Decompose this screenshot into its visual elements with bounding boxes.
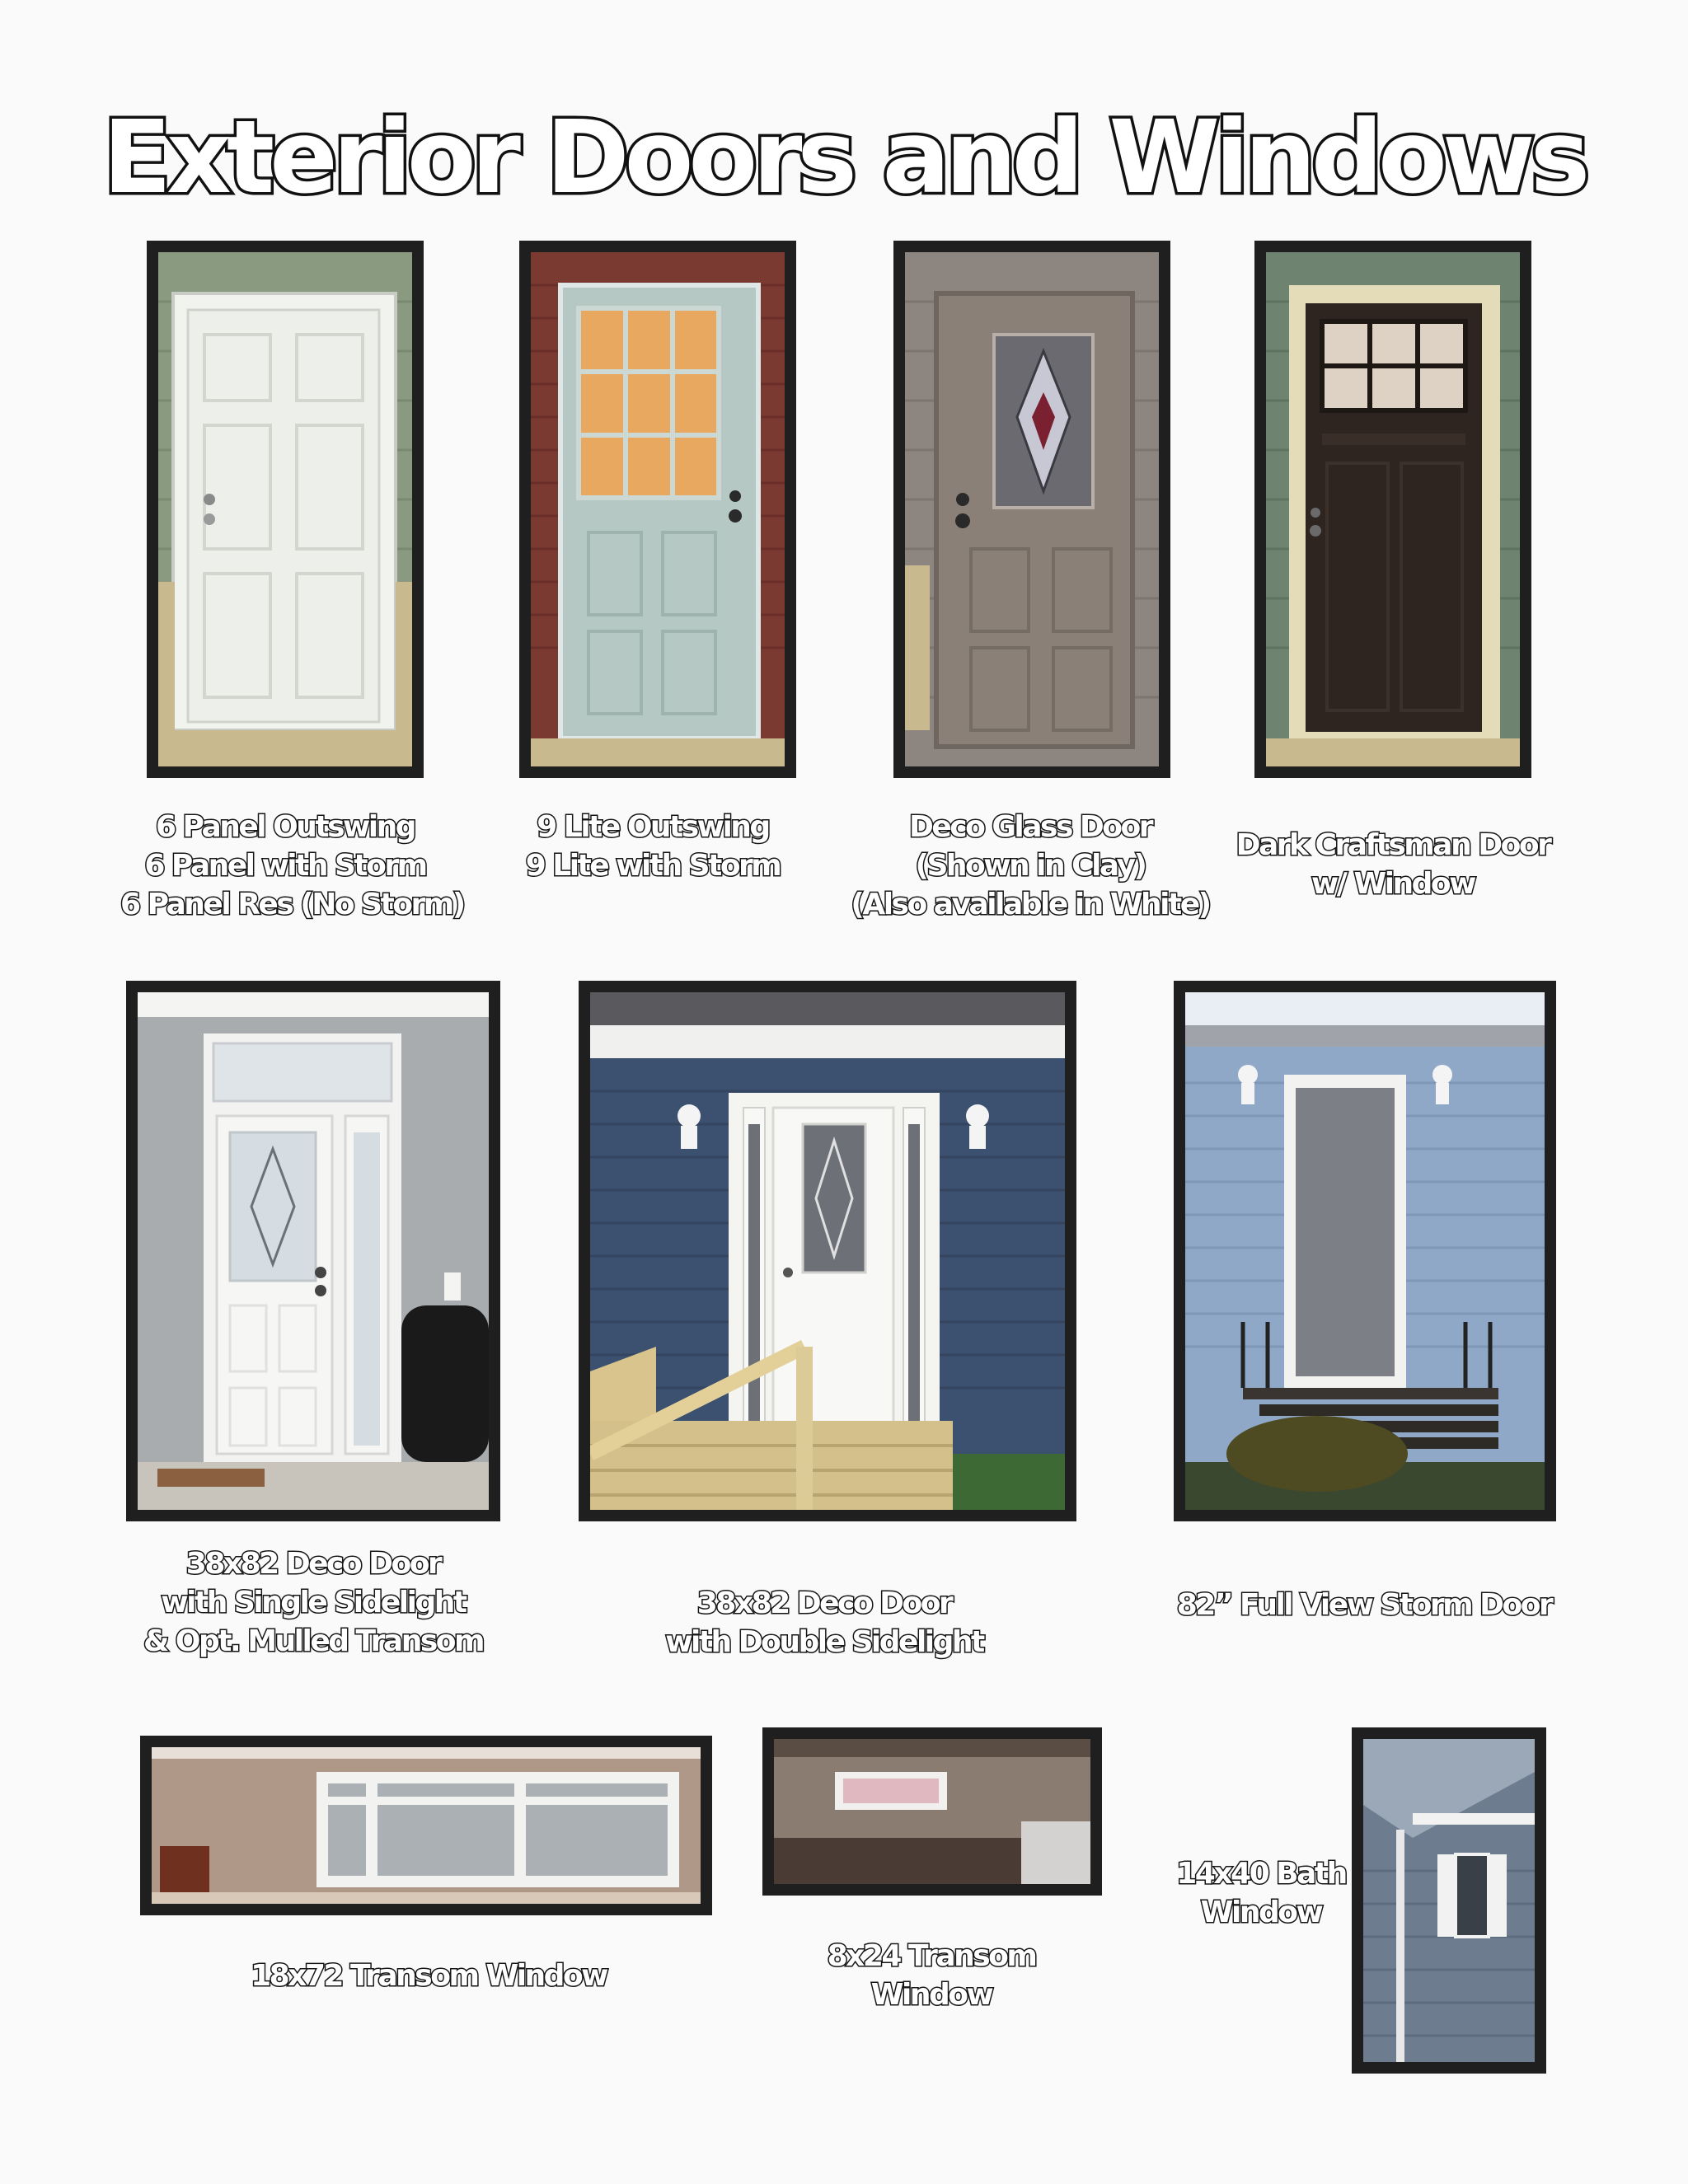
door-single-sidelight-illustration [138,992,489,1510]
caption-8x24-transom [767,1937,1096,2014]
caption-line: 9 Lite Outswing [537,810,769,844]
caption-dark-craftsman [1220,826,1566,903]
photo-9-lite-door [519,241,796,778]
photo-6-panel-door [147,241,424,778]
window-14x40-illustration [1363,1739,1535,2062]
caption-line: 9 Lite with Storm [525,849,781,883]
caption-line: 38x82 Deco Door [696,1586,952,1620]
caption-line: 6 Panel Outswing [155,810,415,844]
caption-double-sidelight [643,1584,1006,1661]
door-9-lite-illustration [531,252,785,766]
caption-line: 6 Panel Res (No Storm) [120,888,464,921]
photo-18x72-transom-window [140,1736,712,1915]
caption-line: 14x40 Bath [1176,1857,1346,1891]
caption-single-sidelight [132,1544,495,1661]
page-title: Exterior Doors and Windows [102,99,1586,216]
caption-line: (Shown in Clay) [915,849,1146,883]
caption-line: Window [870,1978,992,2012]
caption-line: 8x24 Transom [827,1939,1036,1973]
caption-line: 6 Panel with Storm [144,849,426,883]
photo-dark-craftsman-door [1254,241,1531,778]
door-double-sidelight-illustration [590,992,1065,1510]
caption-line: 38x82 Deco Door [185,1547,441,1581]
caption-deco-glass [841,808,1220,924]
caption-line: with Double Sidelight [665,1625,983,1659]
caption-line: Deco Glass Door [908,810,1152,844]
photo-deco-glass-door [893,241,1170,778]
photo-8x24-transom-window [762,1727,1102,1896]
photo-double-sidelight-door [579,981,1076,1521]
caption-line: with Single Sidelight [161,1586,466,1619]
caption-storm-door [1170,1586,1558,1624]
caption-9-lite [488,808,818,885]
caption-line: & Opt. Mulled Transom [143,1624,484,1658]
door-craftsman-illustration [1266,252,1520,766]
caption-18x72-transom [206,1957,651,1995]
caption-line: Dark Craftsman Door [1236,828,1550,862]
window-8x24-illustration [774,1739,1090,1884]
caption-line: Window [1200,1896,1322,1929]
caption-line: w/ Window [1311,867,1475,901]
window-18x72-illustration [152,1747,701,1904]
photo-14x40-bath-window [1352,1727,1546,2074]
caption-14x40-bath [1170,1854,1352,1932]
caption-line: (Also available in White) [851,888,1210,921]
door-6-panel-illustration [158,252,412,766]
caption-6-panel [120,808,464,924]
door-storm-illustration [1185,992,1545,1510]
photo-full-view-storm-door [1174,981,1556,1521]
caption-line: 82” Full View Storm Door [1176,1588,1552,1622]
door-deco-glass-illustration [905,252,1159,766]
caption-line: 18x72 Transom Window [251,1959,607,1993]
photo-single-sidelight-door [126,981,500,1521]
